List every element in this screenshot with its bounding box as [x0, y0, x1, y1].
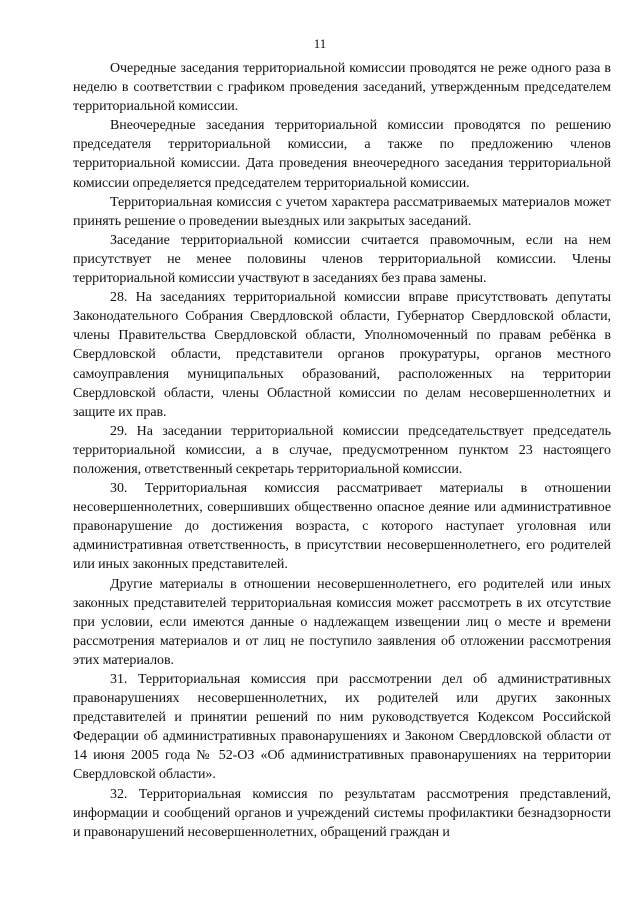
paragraph-item-30-other-materials: Другие материалы в отношении несовершеннолетнего, его родителей или иных законных представителей территориальная комиссия может рассмотреть в их отсутствие при условии, если имеются данные о надлежащем извещении лиц о месте и времени рассмотрения материалов и от лиц не поступило заявления об отложении рассмотрения этих материалов. [73, 576, 611, 668]
page-number: 11 [313, 36, 327, 51]
paragraph-item-31: 31. Территориальная комиссия при рассмотрении дел об административных правонарушениях несовершеннолетних, их родителей или других законных представителей и принятии решений по ним руководствуется Кодексом Российской Федерации об административных правонарушениях и Законом Свердловской области от 14 июня 2005 года № 52-ОЗ «Об административных правонарушениях на территории Свердловской области». [73, 672, 611, 783]
paragraph-item-29: 29. На заседании территориальной комиссии председательствует председатель территориальной комиссии, а в случае, предусмотренном пунктом 23 настоящего положения, ответственный секретарь территориальной комиссии. [73, 423, 611, 477]
paragraph-item-28: 28. На заседаниях территориальной комиссии вправе присутствовать депутаты Законодательного Собрания Свердловской области, Губернатор Свердловской области, члены Правительства Свердловской области, Уполномоченный по правам ребёнка в Свердловской области, представители органов прокуратуры, органов местного самоуправления муниципальных образований, расположенных на территории Свердловской области, члены Областной комиссии по делам несовершеннолетних и защите их прав. [73, 290, 611, 420]
paragraph-regular-meetings: Очередные заседания территориальной комиссии проводятся не реже одного раза в неделю в соответствии с графиком проведения заседаний, утвержденным председателем территориальной комиссии. [73, 61, 611, 115]
paragraph-quorum: Заседание территориальной комиссии считается правомочным, если на нем присутствует не менее половины членов территориальной комиссии. Члены территориальной комиссии участвуют в заседаниях без права замены. [73, 232, 611, 287]
paragraph-item-30: 30. Территориальная комиссия рассматривает материалы в отношении несовершеннолетних, совершивших общественно опасное деяние или административное правонарушение до достижения возраста, с которого наступает уголовная или административная ответственность, в присутствии несовершеннолетнего, его родителей или иных законных представителей. [73, 481, 611, 573]
paragraph-extraordinary-meetings: Внеочередные заседания территориальной комиссии проводятся по решению председателя территориальной комиссии, а также по предложению членов территориальной комиссии. Дата проведения внеочередного заседания территориальной комиссии определяется председателем территориальной комиссии. [73, 118, 611, 191]
paragraph-offsite-closed-meetings: Территориальная комиссия с учетом характера рассматриваемых материалов может принять решение о проведении выездных или закрытых заседаний. [73, 194, 611, 229]
paragraph-item-32: 32. Территориальная комиссия по результатам рассмотрения представлений, информации и сообщений органов и учреждений системы профилактики безнадзорности и правонарушений несовершеннолетних, обращений граждан и [73, 786, 611, 840]
document-body [73, 59, 611, 842]
